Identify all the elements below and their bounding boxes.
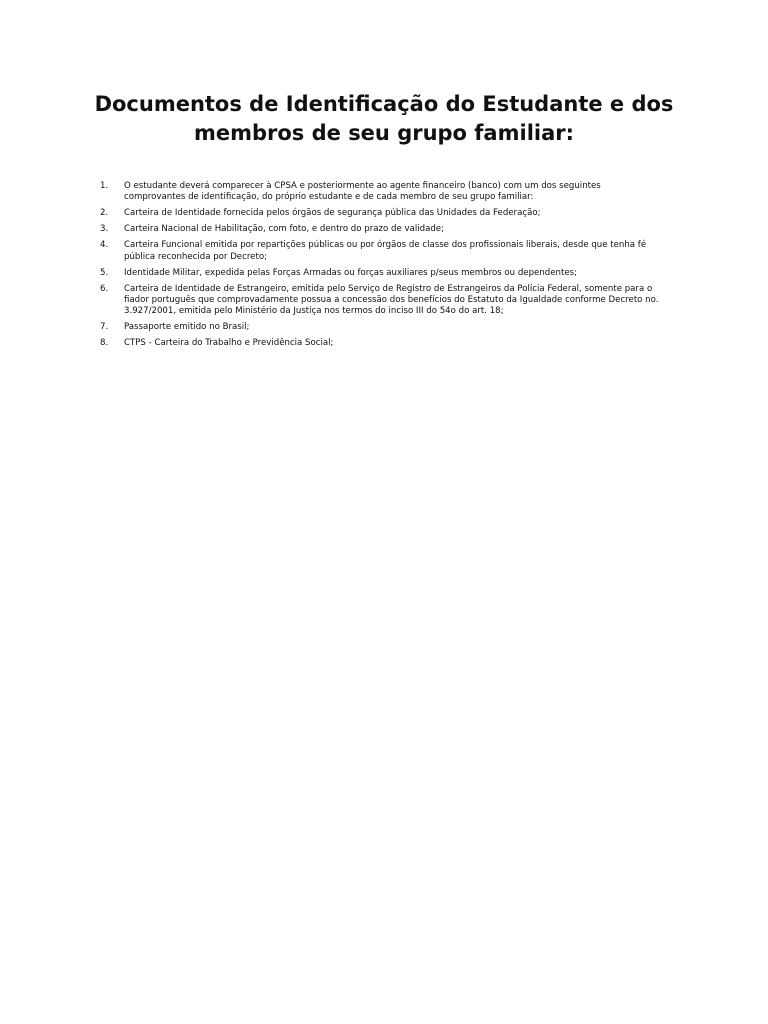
list-item-text: Carteira de Identidade fornecida pelos órgãos de segurança pública das Unidades da Federação; [124,208,541,219]
document-title: Documentos de Identificação do Estudante e dos membros de seu grupo familiar: [94,92,674,145]
list-item [100,181,660,204]
list-item-number: 1. [100,181,109,191]
list-item [100,240,660,263]
list-item [100,338,660,349]
list-item [100,208,660,219]
list-item-text: Carteira Nacional de Habilitação, com foto, e dentro do prazo de validade; [124,224,444,235]
list-item-number: 5. [100,267,109,278]
list-item [100,268,660,279]
list-item [100,284,660,318]
list-item-text: CTPS - Carteira do Trabalho e Previdência Social; [124,338,334,349]
list-item-number: 8. [100,338,109,349]
list-item-number: 2. [100,208,109,219]
list-item-text: O estudante deverá comparecer à CPSA e posteriormente ao agente financeiro (banco) com um dos seguintes comprovantes de identificação, do próprio estudante e de cada membro de seu grupo familiar: [124,181,601,203]
list-item-text: Carteira de Identidade de Estrangeiro, emitida pelo Serviço de Registro de Estrangeiros da Polícia Federal, somente para o fiador português que comprovadamente possua a concessão dos benefícios do Estatuto da Igualdade conforme Decreto no. 3.927/2001, emitida pelo Ministério da Justiça nos termos do inciso III do 54o do art. 18; [124,283,659,317]
list-item-number: 3. [100,224,109,235]
identification-document-list [100,181,660,354]
list-item-text: Identidade Militar, expedida pelas Forças Armadas ou forças auxiliares p/seus membros ou dependentes; [124,267,578,278]
list-item [100,322,660,333]
list-item [100,224,660,235]
list-item-number: 6. [100,283,109,294]
list-item-number: 7. [100,322,109,333]
list-item-text: Passaporte emitido no Brasil; [124,322,250,333]
list-item-text: Carteira Funcional emitida por repartições públicas ou por órgãos de classe dos profissionais liberais, desde que tenha fé pública reconhecida por Decreto; [124,240,647,262]
list-item-number: 4. [100,240,109,251]
